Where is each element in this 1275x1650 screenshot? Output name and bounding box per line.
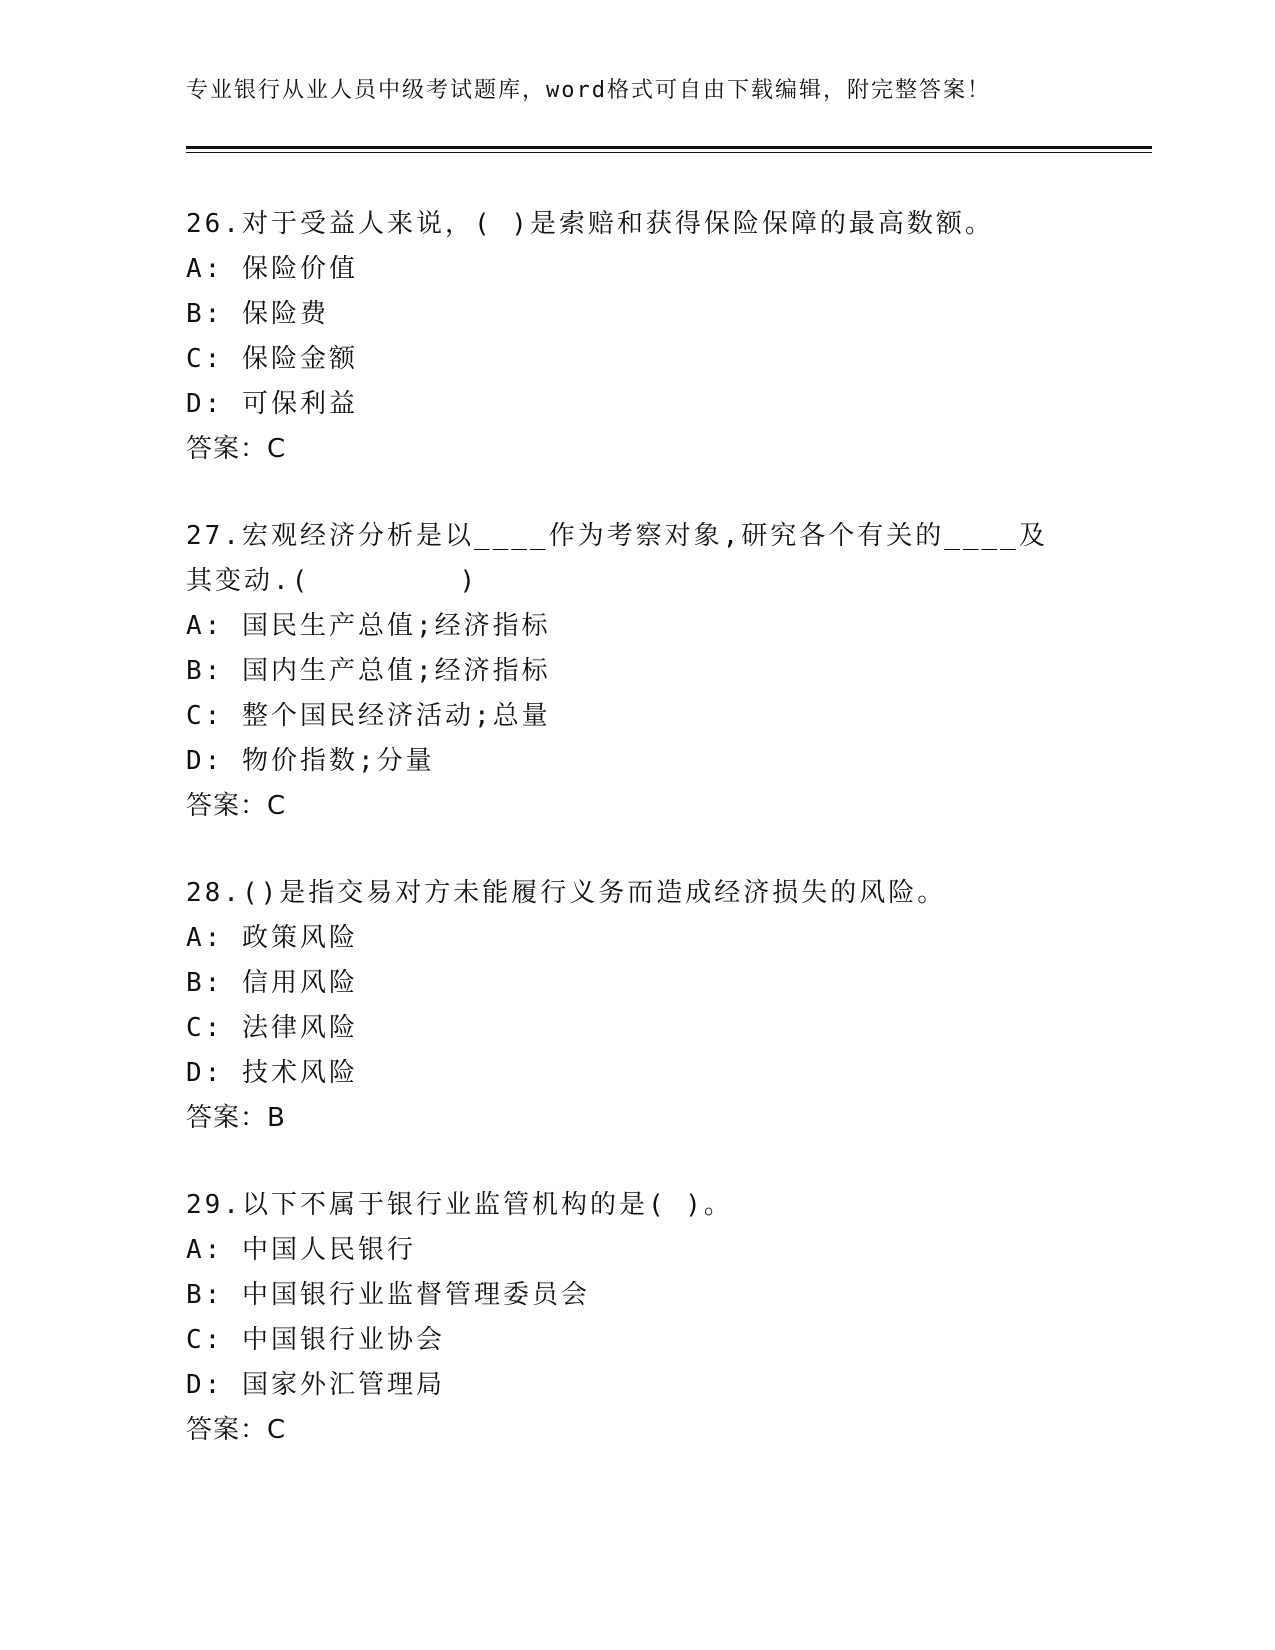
- spacer: [186, 1141, 1086, 1183]
- option-list: [186, 247, 1086, 427]
- option-list: [186, 1228, 1086, 1408]
- header-rule-thin: [186, 152, 1152, 153]
- option-list: [186, 604, 1086, 784]
- header-rule-thick: [186, 146, 1152, 149]
- spacer: [186, 829, 1086, 871]
- answer-line: 答案：C: [186, 791, 287, 821]
- option-list: [186, 916, 1086, 1096]
- question-26: [186, 202, 1086, 472]
- option-a: A: 政策风险: [186, 923, 358, 953]
- question-27: [186, 514, 1086, 829]
- option-a: A: 保险价值: [186, 254, 358, 284]
- option-a: A: 国民生产总值;经济指标: [186, 611, 551, 641]
- spacer: [186, 472, 1086, 514]
- question-list: [186, 202, 1086, 1453]
- option-c: C: 保险金额: [186, 344, 358, 374]
- option-c: C: 中国银行业协会: [186, 1325, 445, 1355]
- option-c: C: 整个国民经济活动;总量: [186, 701, 551, 731]
- option-d: D: 国家外汇管理局: [186, 1370, 445, 1400]
- option-c: C: 法律风险: [186, 1013, 358, 1043]
- option-b: B: 保险费: [186, 299, 329, 329]
- option-b: B: 国内生产总值;经济指标: [186, 656, 551, 686]
- option-b: B: 信用风险: [186, 968, 358, 998]
- option-a: A: 中国人民银行: [186, 1235, 416, 1265]
- question-stem: 26.对于受益人来说，( )是索赔和获得保险保障的最高数额。: [186, 209, 994, 239]
- answer-line: 答案：C: [186, 1415, 287, 1445]
- question-28: [186, 871, 1086, 1141]
- question-stem: 27.宏观经济分析是以____作为考察对象,研究各个有关的____及其变动.( ): [186, 521, 1048, 596]
- page-header: 专业银行从业人员中级考试题库，word格式可自由下载编辑，附完整答案！: [186, 78, 991, 103]
- answer-line: 答案：C: [186, 434, 287, 464]
- option-d: D: 可保利益: [186, 389, 358, 419]
- option-d: D: 物价指数;分量: [186, 746, 435, 776]
- question-stem: 28.()是指交易对方未能履行义务而造成经济损失的风险。: [186, 878, 947, 908]
- answer-line: 答案：B: [186, 1103, 286, 1133]
- question-29: [186, 1183, 1086, 1453]
- option-b: B: 中国银行业监督管理委员会: [186, 1280, 590, 1310]
- option-d: D: 技术风险: [186, 1058, 358, 1088]
- question-stem: 29.以下不属于银行业监管机构的是( )。: [186, 1190, 733, 1220]
